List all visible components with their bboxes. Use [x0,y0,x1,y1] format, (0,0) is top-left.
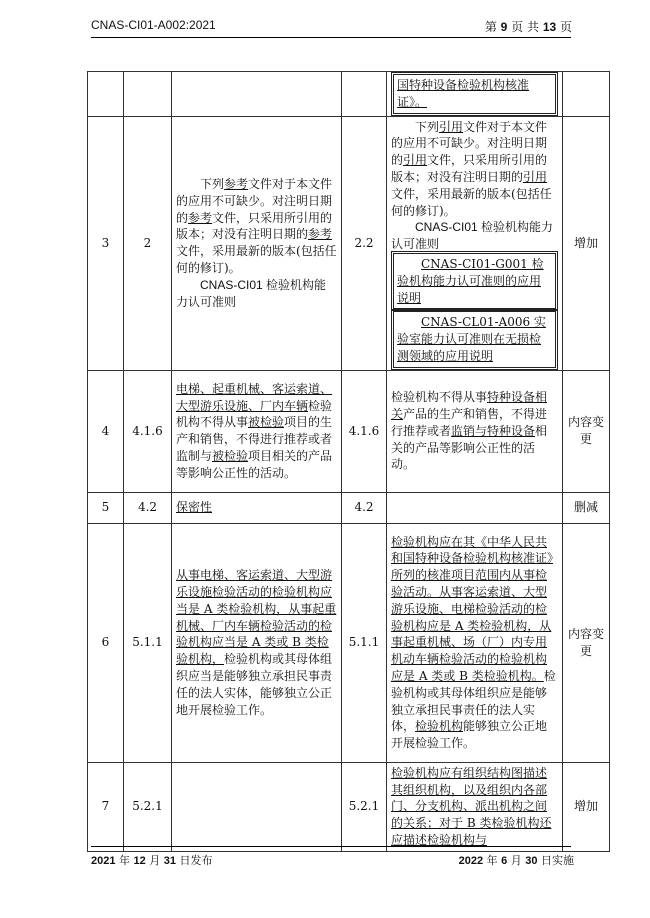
header-rule [91,37,571,38]
table-row [88,762,610,851]
implementation-date: 2022 年 6 月 30 日实施 [458,854,574,867]
new-clause: 4.2 [342,492,387,523]
new-clause: 5.1.1 [342,523,387,762]
new-text-cell: 检验机构应在其《中华人民共和国特种设备检验机构核准证》所列的核准项目范围内从事检验活动。从事客运索道、大型游乐设施、电梯检验活动的检验机构应是 A 类检验机构，从事起重机械、场（厂）内专用机动车辆检验活动的检验机构应是 A 类或 B 类检验机构。检验机构或其母体组织应是能够独立承担民事责任的法人实体，检验机构能够独立公正地开展检验工作。 [387,523,563,762]
new-text-cell: 检验机构不得从事特种设备相关产品的生产和销售，不得进行推荐或者监销与特种设备相关的产品等影响公正性的活动。 [387,370,563,492]
table-row [88,116,610,370]
new-text-cell: 检验机构应有组织结构图描述其组织机构，以及组织内各部门、分支机构、派出机构之间的关系；对于 B 类检验机构还应描述检验机构与 [387,762,563,851]
new-clause: 2.2 [342,116,387,370]
page-number: 第 9 页 共 13 页 [484,20,572,34]
change-note: 增加 [563,116,610,370]
table-row [88,492,610,523]
row-number: 7 [88,762,124,851]
old-clause: 4.1.6 [124,370,172,492]
old-clause: 5.2.1 [124,762,172,851]
table-row [88,72,610,117]
change-note: 内容变更 [563,523,610,762]
old-text-cell: 保密性 [172,492,342,523]
row-number: 5 [88,492,124,523]
doc-code: CNAS-CI01-A002:2021 [91,18,216,32]
old-clause: 4.2 [124,492,172,523]
issue-date: 2021 年 12 月 31 日发布 [91,854,213,867]
change-note: 增加 [563,762,610,851]
old-text-cell: 电梯、起重机械、客运索道、大型游乐设施、厂内车辆检验机构不得从事被检验项目的生产和销售，不得进行推荐或者监制与被检验项目相关的产品等影响公正性的活动。 [172,370,342,492]
page-header [0,0,650,44]
new-clause: 5.2.1 [342,762,387,851]
new-clause: 4.1.6 [342,370,387,492]
table-row [88,523,610,762]
footer-rule [91,846,571,847]
new-text-cell: 下列引用文件对于本文件的应用不可缺少。对注明日期的引用文件，只采用所引用的版本；对没有注明日期的引用文件，采用最新的版本(包括任何的修订)。 CNAS-CI01 检验机构能力认可准则 CNAS-CI01-G001 检验机构能力认可准则的应用说明 CNAS-CL01-A006 实验室能力认可准则在无损检测领域的应用说明 [387,116,563,370]
row-number: 6 [88,523,124,762]
table-row [88,370,610,492]
old-text-cell [172,762,342,851]
old-clause: 2 [124,116,172,370]
comparison-table [87,71,610,852]
old-text-cell: 从事电梯、客运索道、大型游乐设施检验活动的检验机构应当是 A 类检验机构，从事起重机械、厂内车辆检验活动的检验机构应当是 A 类或 B 类检验机构，检验机构或其母体组织应当是能够独立承担民事责任的法人实体，能够独立公正地开展检验工作。 [172,523,342,762]
change-note: 内容变更 [563,370,610,492]
old-clause: 5.1.1 [124,523,172,762]
change-note: 删减 [563,492,610,523]
new-text-cell [387,492,563,523]
new-text-cell: 国特种设备检验机构核准证》。 [387,72,563,117]
row-number: 3 [88,116,124,370]
row-number: 4 [88,370,124,492]
old-text-cell: 下列参考文件对于本文件的应用不可缺少。对注明日期的参考文件，只采用所引用的版本；对没有注明日期的参考文件，采用最新的版本(包括任何的修订)。 CNAS-CI01 检验机构能力认可准则 [172,116,342,370]
